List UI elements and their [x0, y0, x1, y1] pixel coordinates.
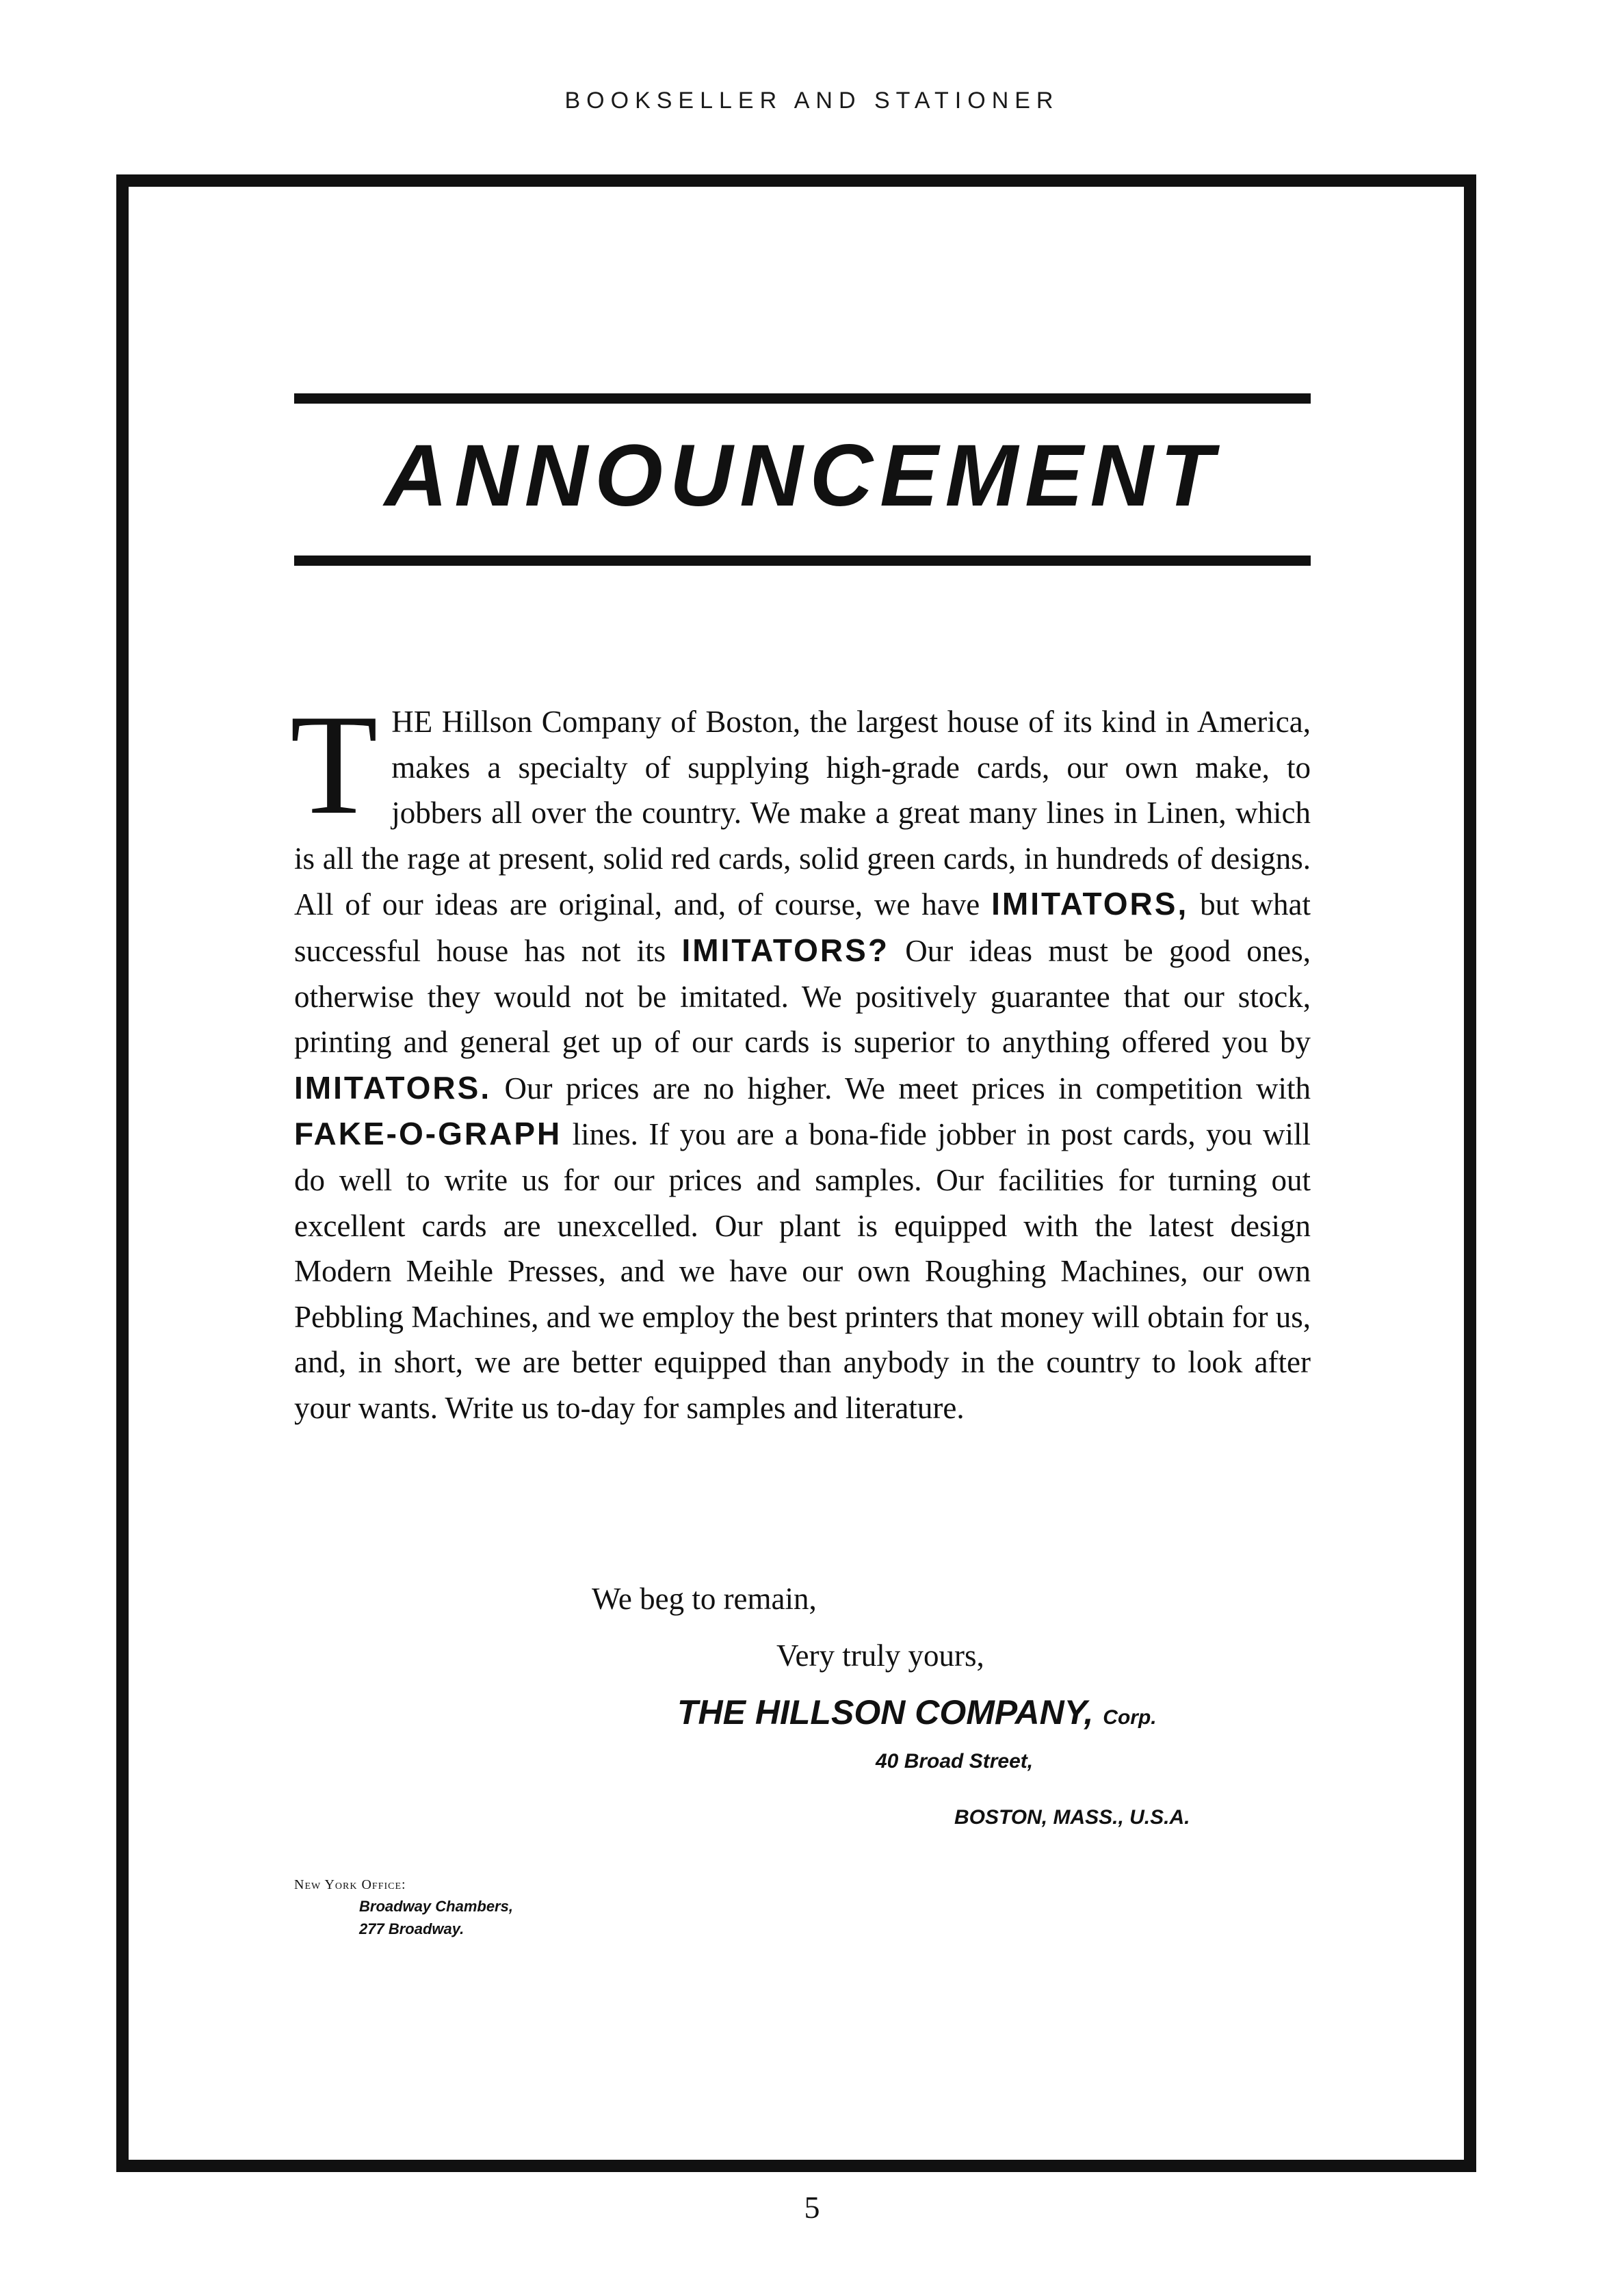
company-suffix: Corp. — [1103, 1706, 1157, 1729]
body-segment: Our prices are no higher. We meet prices in competition with — [491, 1071, 1311, 1106]
body-paragraph — [290, 685, 1311, 1431]
title-rule-top — [294, 393, 1311, 404]
company-name: THE HILLSON COMPANY, — [677, 1693, 1094, 1731]
signature-address-street: 40 Broad Street, — [876, 1750, 1034, 1773]
body-segment: Our ideas must be good ones, otherwise they would not be imitated. We positively guarantee that our stock, printing and general get up of our cards is superior to anything offered you by — [294, 933, 1311, 1060]
body-segment: but what successful house has not its — [294, 887, 1311, 968]
new-york-office-line-2: 277 Broadway. — [359, 1920, 464, 1937]
new-york-office-label: New York Office: — [294, 1877, 406, 1892]
body-segment: lines. If you are a bona-fide jobber in post cards, you will do well to write us for our prices and samples. Our facilities for turning out excellent cards are unexcelled. Our plant is equipped with the latest design Modern Meihle Presses, and we have our own Roughing Machines, our own Pebbling Machines, and we employ the best printers that money will obtain for us, and, in short, we are better equipped than anybody in the country to look after your wants. Write us to-day for samples and literature. — [294, 1117, 1311, 1425]
signature-address-city: BOSTON, MASS., U.S.A. — [954, 1806, 1190, 1829]
announcement-body — [290, 685, 1311, 1431]
announcement-title: ANNOUNCEMENT — [384, 427, 1221, 525]
emphasis-imitators: IMITATORS? — [681, 932, 889, 968]
closing-line-1: We beg to remain, — [592, 1582, 817, 1616]
emphasis-imitators: IMITATORS. — [294, 1069, 492, 1106]
emphasis-fake-o-graph: FAKE-O-GRAPH — [294, 1116, 562, 1152]
title-rule-bottom — [294, 556, 1311, 566]
closing-line-2: Very truly yours, — [776, 1638, 984, 1673]
body-segment: HE Hillson Company of Boston, the largest house of its kind in America, makes a specialty of supplying high-grade cards, our own make, to jobbers all over the country. We make a great many lines in Linen, which is all the rage at present, solid red cards, solid green cards, in hundreds of designs. All of our ideas are original, and, of course, we have — [294, 705, 1311, 922]
emphasis-imitators: IMITATORS, — [991, 886, 1189, 922]
page-number: 5 — [804, 2190, 820, 2225]
running-head: BOOKSELLER AND STATIONER — [564, 88, 1060, 114]
new-york-office-line-1: Broadway Chambers, — [359, 1898, 513, 1915]
signature-company — [677, 1688, 1157, 1742]
drop-cap: T — [290, 685, 378, 844]
